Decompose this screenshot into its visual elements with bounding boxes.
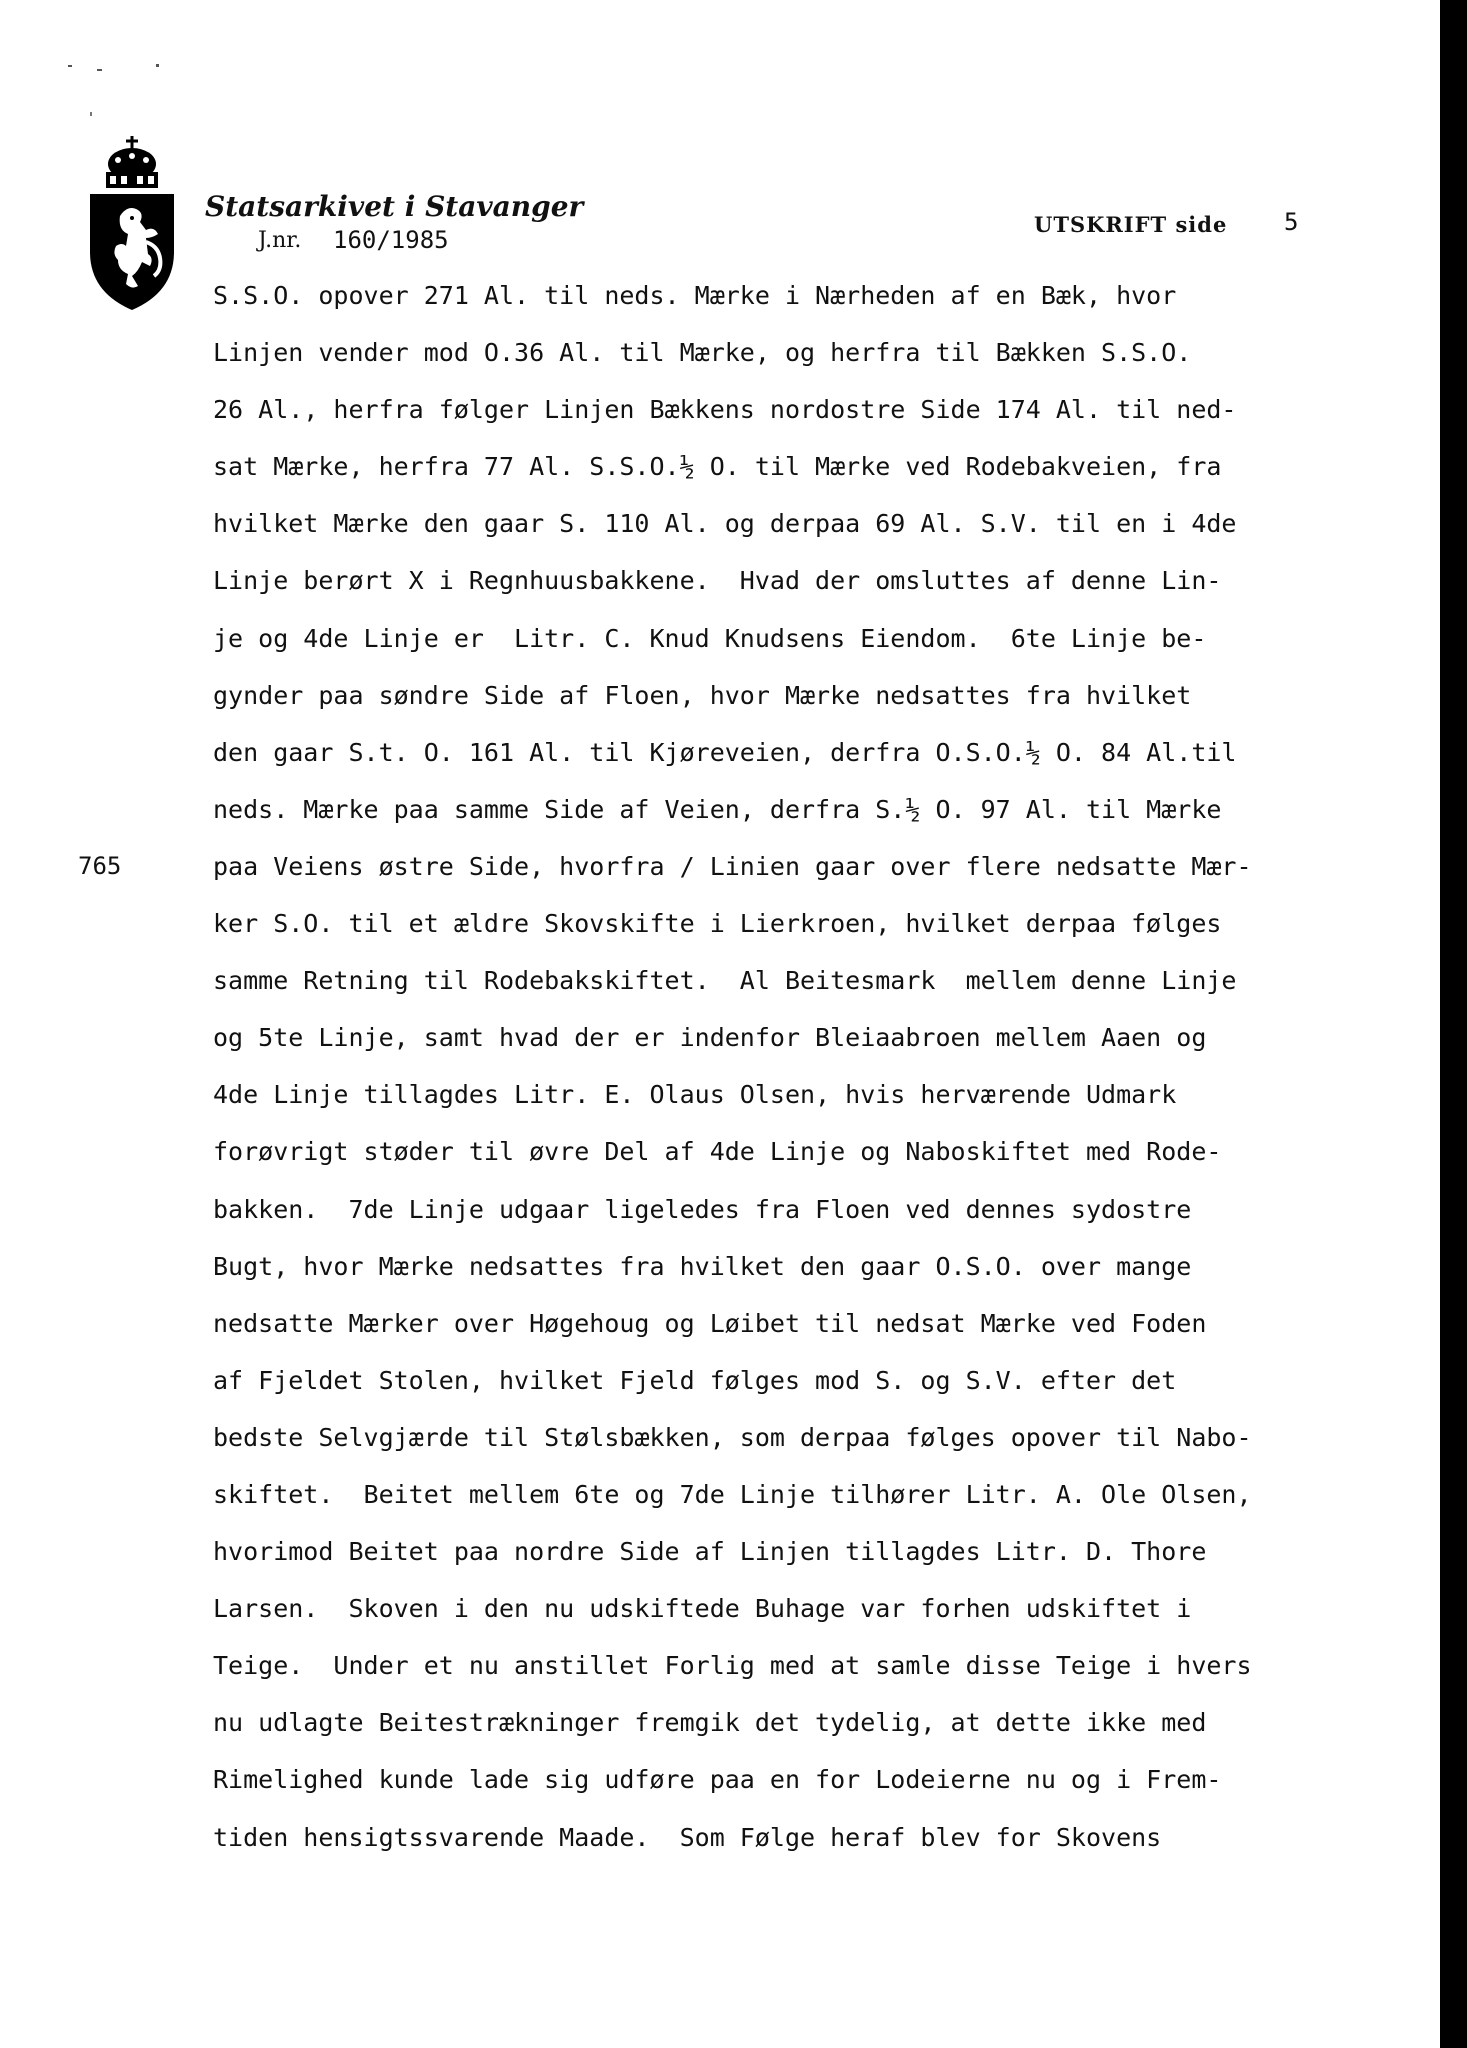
text-line: gynder paa søndre Side af Floen, hvor Mærke nedsattes fra hvilket [213, 680, 1192, 710]
text-line: den gaar S.t. O. 161 Al. til Kjøreveien, derfra O.S.O.½ O. 84 Al.til [213, 737, 1237, 767]
text-line: paa Veiens østre Side, hvorfra / Linien gaar over flere nedsatte Mær- [213, 851, 1252, 881]
margin-page-reference: 765 [78, 852, 122, 880]
text-line: forøvrigt støder til øvre Del af 4de Linje og Naboskiftet med Rode- [213, 1137, 1222, 1167]
text-line: nu udlagte Beitestrækninger fremgik det tydelig, at dette ikke med [213, 1708, 1207, 1738]
text-line: tiden hensigtssvarende Maade. Som Følge heraf blev for Skovens [213, 1822, 1162, 1852]
archive-institution-name: Statsarkivet i Stavanger [205, 190, 584, 223]
text-line: bedste Selvgjærde til Stølsbækken, som derpaa følges opover til Nabo- [213, 1422, 1252, 1452]
text-line: ker S.O. til et ældre Skovskifte i Lierkroen, hvilket derpaa følges [213, 909, 1222, 939]
text-line: Linjen vender mod O.36 Al. til Mærke, og herfra til Bækken S.S.O. [213, 338, 1192, 368]
text-line: Larsen. Skoven i den nu udskiftede Buhage var forhen udskiftet i [213, 1594, 1192, 1624]
text-line: og 5te Linje, samt hvad der er indenfor Bleiaabroen mellem Aaen og [213, 1023, 1207, 1053]
text-line: hvorimod Beitet paa nordre Side af Linjen tillagdes Litr. D. Thore [213, 1537, 1207, 1567]
text-line: 26 Al., herfra følger Linjen Bækkens nordostre Side 174 Al. til ned- [213, 395, 1237, 425]
text-line: neds. Mærke paa samme Side af Veien, derfra S.½ O. 97 Al. til Mærke [213, 794, 1222, 824]
page-number: 5 [1284, 208, 1299, 236]
scan-specks [0, 0, 200, 140]
text-line: nedsatte Mærker over Høgehoug og Løibet til nedsat Mærke ved Foden [213, 1308, 1207, 1338]
text-line: sat Mærke, herfra 77 Al. S.S.O.½ O. til Mærke ved Rodebakveien, fra [213, 452, 1222, 482]
text-line: je og 4de Linje er Litr. C. Knud Knudsens Eiendom. 6te Linje be- [213, 623, 1207, 653]
journal-number-value: 160/1985 [333, 226, 449, 254]
transcript-body [213, 276, 1393, 1875]
text-line: bakken. 7de Linje udgaar ligeledes fra Floen ved dennes sydostre [213, 1194, 1192, 1224]
text-line: af Fjeldet Stolen, hvilket Fjeld følges mod S. og S.V. efter det [213, 1365, 1177, 1395]
text-line: samme Retning til Rodebakskiftet. Al Beitesmark mellem denne Linje [213, 966, 1237, 996]
transcript-page-label: UTSKRIFT side [1034, 212, 1228, 237]
text-line: Teige. Under et nu anstillet Forlig med at samle disse Teige i hvers [213, 1651, 1252, 1681]
text-line: Bugt, hvor Mærke nedsattes fra hvilket den gaar O.S.O. over mange [213, 1251, 1192, 1281]
text-line: hvilket Mærke den gaar S. 110 Al. og derpaa 69 Al. S.V. til en i 4de [213, 509, 1237, 539]
text-line: Linje berørt X i Regnhuusbakkene. Hvad der omsluttes af denne Lin- [213, 566, 1222, 596]
norwegian-coat-of-arms-icon [88, 134, 176, 312]
text-line: skiftet. Beitet mellem 6te og 7de Linje tilhører Litr. A. Ole Olsen, [213, 1479, 1252, 1509]
journal-number-label: J.nr. [258, 228, 302, 253]
text-line: S.S.O. opover 271 Al. til neds. Mærke i Nærheden af en Bæk, hvor [213, 281, 1177, 310]
text-line: Rimelighed kunde lade sig udføre paa en for Lodeierne nu og i Frem- [213, 1765, 1222, 1795]
text-line: 4de Linje tillagdes Litr. E. Olaus Olsen, hvis herværende Udmark [213, 1080, 1177, 1110]
